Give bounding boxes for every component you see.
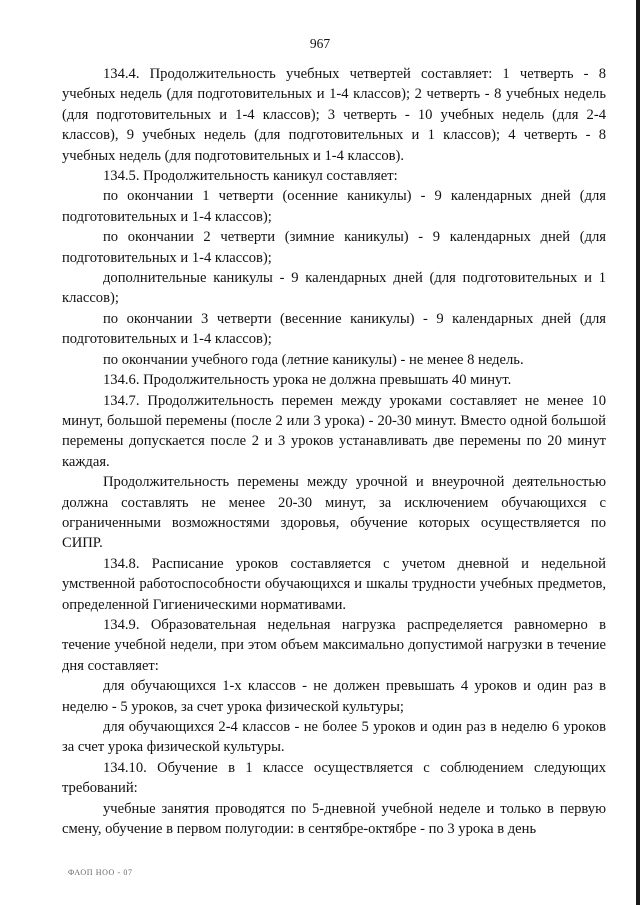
paragraph-134-8: 134.8. Расписание уроков составляется с учетом дневной и недельной умственной работоспособности обучающихся и шкалы трудности учебных предметов, определенной Гигиеническими нормативами. [62, 555, 606, 613]
list-item-grade-2-4-load: для обучающихся 2-4 классов - не более 5 уроков и один раз в неделю 6 уроков за счет урока физической культуры. [62, 719, 606, 756]
list-item-additional-holidays: дополнительные каникулы - 9 календарных дней (для подготовительных и 1 классов); [62, 270, 606, 307]
page-number: 967 [309, 36, 331, 51]
list-item-first-grade-schedule: учебные занятия проводятся по 5-дневной учебной неделе и только в первую смену, обучение в первом полугодии: в сентябре-октябре - по 3 урока в день [62, 800, 606, 838]
paragraph-134-10: 134.10. Обучение в 1 классе осуществляется с соблюдением следующих требований: [62, 759, 606, 797]
list-item-spring-holidays: по окончании 3 четверти (весенние каникулы) - 9 календарных дней (для подготовительных и 1-4 классов); [62, 310, 606, 348]
list-item-winter-holidays: по окончании 2 четверти (зимние каникулы) - 9 календарных дней (для подготовительных и 1-4 классов); [62, 229, 606, 266]
scan-edge [636, 0, 640, 905]
paragraph-134-4: 134.4. Продолжительность учебных четвертей составляет: 1 четверть - 8 учебных недель (для подготовительных и 1-4 классов); 2 четверть - 8 учебных недель (для подготовительных и 1-4 классов); 3 четверть - 10 учебных недель (для 2-4 классов), 9 учебных недель (для подготовительных и 1 классов); 4 четверть - 8 учебных недель (для подготовительных и 1-4 классов). [62, 66, 606, 164]
paragraph-134-7: 134.7. Продолжительность перемен между уроками составляет не менее 10 минут, большой перемены (после 2 или 3 урока) - 20-30 минут. Вместо одной большой перемены допускается после 2 и 3 уроков устанавливать две перемены по 20 минут каждая. [62, 392, 606, 470]
list-item-autumn-holidays: по окончании 1 четверти (осенние каникулы) - 9 календарных дней (для подготовительных и 1-4 классов); [62, 188, 606, 225]
paragraph-134-5: 134.5. Продолжительность каникул составляет: [103, 168, 398, 185]
list-item-summer-holidays: по окончании учебного года (летние каникулы) - не менее 8 недель. [103, 351, 524, 368]
document-body [62, 64, 606, 839]
paragraph-break-duration: Продолжительность перемены между урочной и внеурочной деятельностью должна составлять не менее 20-30 минут, за исключением обучающихся с ограниченными возможностями здоровья, обучение которых осуществляется по СИПР. [62, 474, 606, 552]
paragraph-134-6: 134.6. Продолжительность урока не должна превышать 40 минут. [103, 372, 512, 389]
footer-mark: ФАОП НОО - 07 [68, 868, 133, 877]
paragraph-134-9: 134.9. Образовательная недельная нагрузка распределяется равномерно в течение учебной недели, при этом объем максимально допустимой нагрузки в течение дня составляет: [62, 616, 606, 674]
list-item-grade-1-load: для обучающихся 1-х классов - не должен превышать 4 уроков и один раз в неделю - 5 уроков, за счет урока физической культуры; [62, 678, 606, 715]
